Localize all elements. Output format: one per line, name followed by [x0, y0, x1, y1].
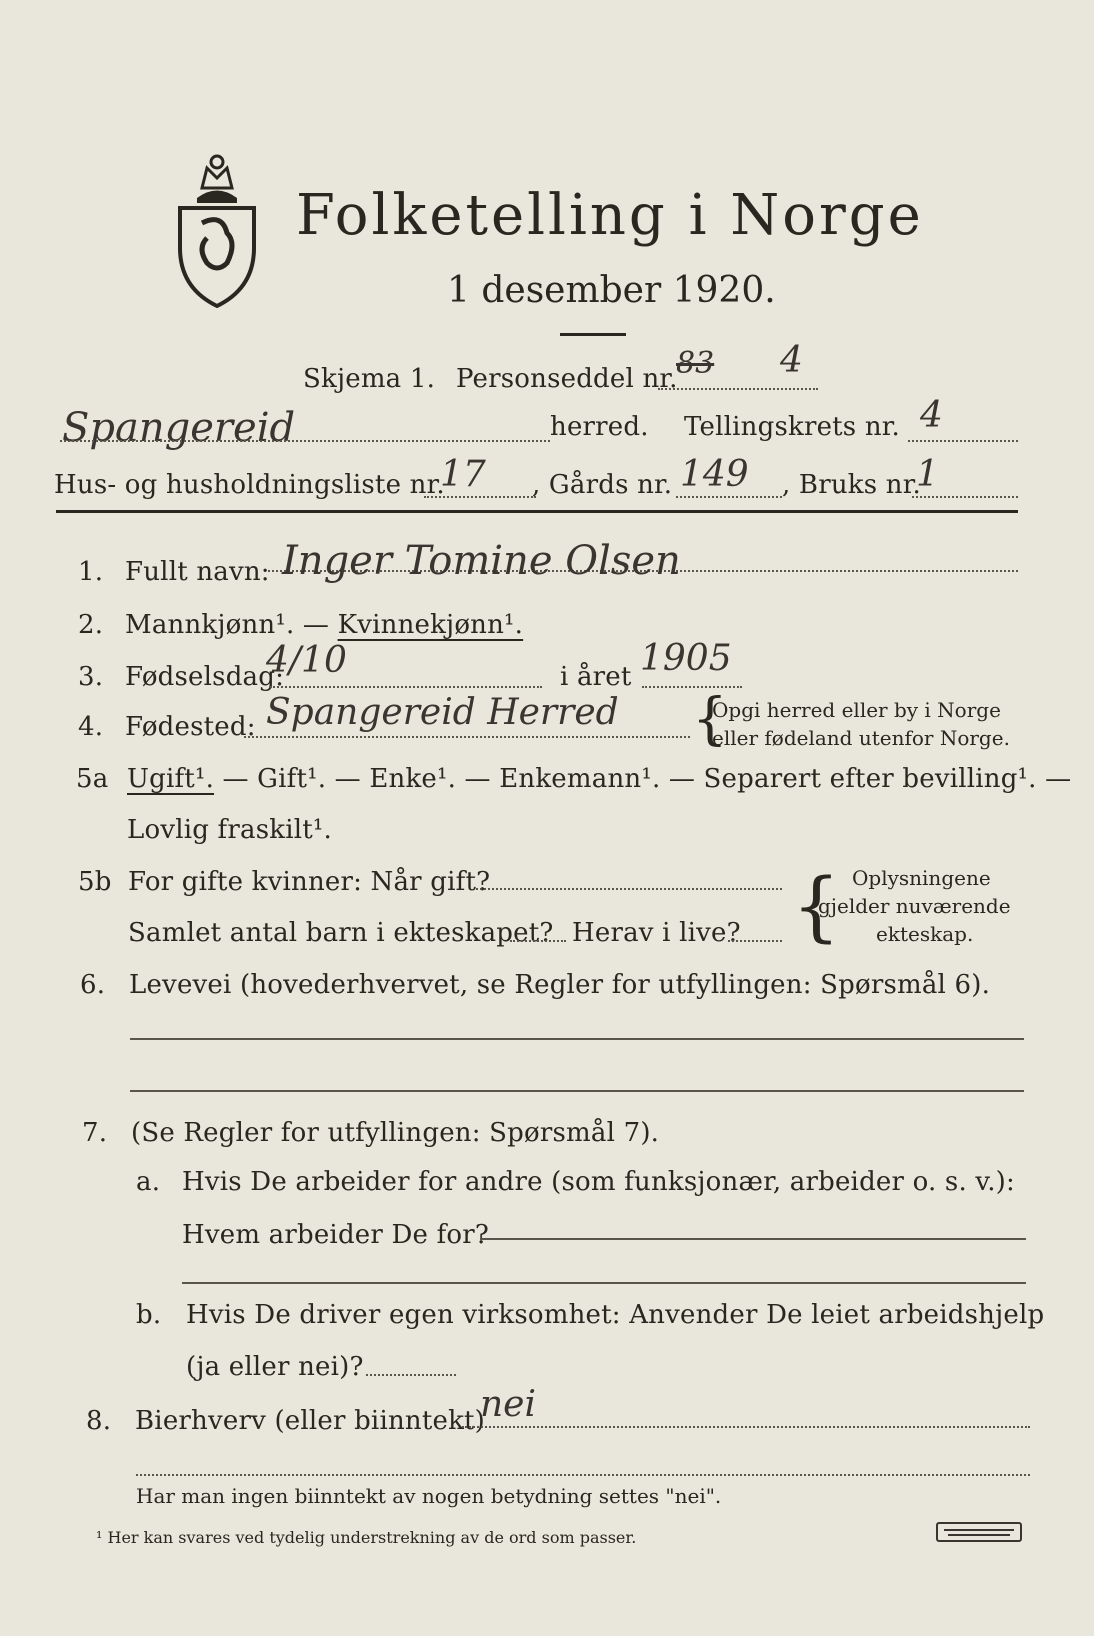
q1-value: Inger Tomine Olsen	[282, 538, 681, 584]
q2-text	[125, 610, 523, 640]
q5b-label-1: For gifte kvinner: Når gift?	[128, 867, 491, 897]
q4-label: Fødested:	[125, 712, 256, 742]
hus-line	[424, 496, 536, 498]
q6-answer-line-2	[130, 1090, 1024, 1092]
q5b-line-3	[728, 940, 782, 942]
q7-number: 7.	[82, 1118, 108, 1148]
q5b-label-2: Samlet antal barn i ekteskapet?	[128, 918, 554, 948]
title-divider	[560, 333, 626, 336]
q6-label: Levevei (hovederhvervet, se Regler for utfyllingen: Spørsmål 6).	[129, 970, 991, 1000]
coat-of-arms-icon	[172, 148, 262, 308]
krets-value: 4	[920, 395, 943, 436]
q5b-note-2: gjelder nuværende	[818, 894, 1011, 918]
q7b-question: (ja eller nei)?	[186, 1352, 364, 1382]
q4-note-1: Opgi herred eller by i Norge	[712, 698, 1001, 722]
q4-line	[244, 736, 690, 738]
q1-number: 1.	[78, 557, 104, 587]
q3-value: 4/10	[266, 640, 347, 681]
q3-number: 3.	[78, 662, 104, 692]
q5a-line2: Lovlig fraskilt¹.	[127, 815, 332, 845]
q3-line	[270, 686, 542, 688]
krets-line	[908, 440, 1018, 442]
personseddel-struck-value: 83	[676, 346, 715, 381]
q1-label: Fullt navn:	[125, 557, 270, 587]
hus-value: 17	[440, 454, 486, 495]
q7b-number: b.	[136, 1300, 162, 1330]
herred-label: herred.	[550, 412, 649, 442]
q7-label: (Se Regler for utfyllingen: Spørsmål 7).	[131, 1118, 660, 1148]
hus-label: Hus- og husholdningsliste nr.	[54, 470, 445, 500]
personseddel-line	[658, 388, 818, 390]
q7a-number: a.	[136, 1167, 161, 1197]
gards-label: , Gårds nr.	[532, 470, 673, 500]
q8-line	[462, 1426, 1030, 1428]
q4-brace: {	[692, 687, 728, 752]
q5a-options	[127, 764, 1071, 794]
q5b-note-1: Oplysningene	[852, 866, 991, 890]
footer-note: Har man ingen biinntekt av nogen betydning settes "nei".	[136, 1484, 722, 1508]
herred-value: Spangereid	[62, 405, 296, 451]
printer-stamp-icon	[936, 1522, 1022, 1542]
q7a-text: Hvis De arbeider for andre (som funksjonær, arbeider o. s. v.):	[182, 1167, 1015, 1197]
q5b-label-3: Herav i live?	[572, 918, 741, 948]
q3-year-value: 1905	[640, 638, 732, 679]
section-divider	[56, 510, 1018, 513]
q8-number: 8.	[86, 1406, 112, 1436]
q4-value: Spangereid Herred	[266, 692, 619, 733]
personseddel-label: Personseddel nr.	[456, 364, 678, 394]
q7a-question: Hvem arbeider De for?	[182, 1220, 490, 1250]
q5b-line-2	[510, 940, 566, 942]
q4-note-2: eller fødeland utenfor Norge.	[712, 726, 1010, 750]
schema-label: Skjema 1.	[303, 364, 436, 394]
gards-value: 149	[680, 454, 749, 495]
herred-line	[60, 440, 550, 442]
q5b-number: 5b	[78, 867, 112, 897]
q2-male: Mannkjønn¹. —	[125, 610, 338, 640]
q5a-other-options: — Gift¹. — Enke¹. — Enkemann¹. — Separert efter bevilling¹. —	[214, 764, 1072, 794]
q8-label: Bierhverv (eller biinntekt)	[135, 1406, 486, 1436]
q7a-answer-line	[480, 1238, 1026, 1240]
gards-line	[676, 496, 782, 498]
q6-number: 6.	[80, 970, 106, 1000]
q5b-brace: {	[792, 861, 841, 950]
q7a-answer-line-2	[182, 1282, 1026, 1284]
krets-label: Tellingskrets nr.	[684, 412, 900, 442]
q5a-ugift: Ugift¹.	[127, 764, 215, 794]
q7b-answer-line	[366, 1374, 456, 1376]
bruks-line	[912, 496, 1018, 498]
q5b-note-3: ekteskap.	[876, 922, 974, 946]
q4-number: 4.	[78, 712, 104, 742]
form-title: Folketelling i Norge	[296, 183, 924, 248]
bruks-label: , Bruks nr.	[782, 470, 921, 500]
footnote: ¹ Her kan svares ved tydelig understrekning av de ord som passer.	[96, 1528, 637, 1547]
q3-label: Fødselsdag:	[125, 662, 285, 692]
q5b-line-1	[476, 888, 782, 890]
q8-answer-line-2	[136, 1474, 1030, 1476]
form-date: 1 desember 1920.	[447, 270, 776, 311]
bruks-value: 1	[916, 454, 939, 495]
q2-female: Kvinnekjønn¹.	[337, 610, 524, 640]
q8-value: nei	[480, 1384, 537, 1425]
personseddel-value: 4	[780, 340, 803, 381]
q7b-text: Hvis De driver egen virksomhet: Anvender De leiet arbeidshjelp	[186, 1300, 1045, 1330]
q5a-number: 5a	[76, 764, 109, 794]
q6-answer-line-1	[130, 1038, 1024, 1040]
q2-number: 2.	[78, 610, 104, 640]
q3-year-label: i året	[560, 662, 632, 692]
